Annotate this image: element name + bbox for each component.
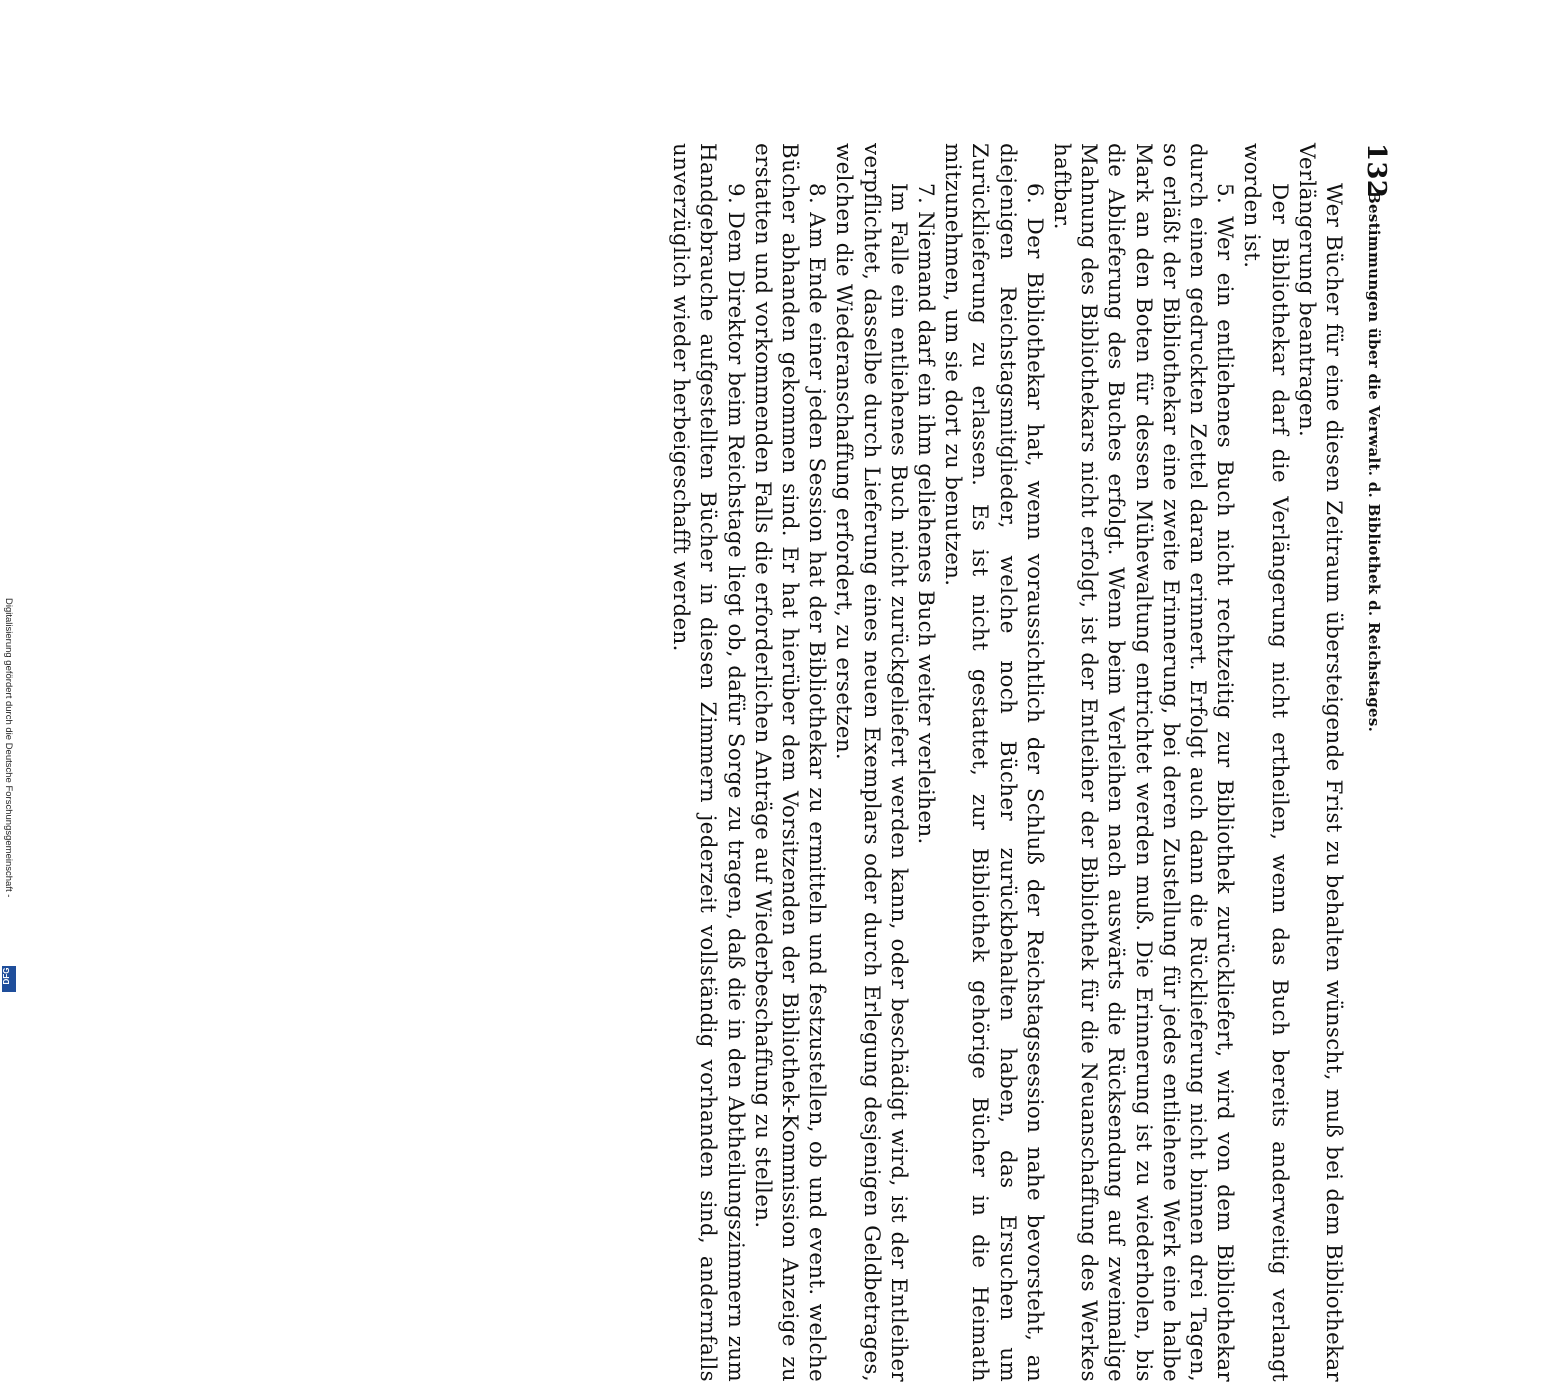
page-content bbox=[668, 143, 1391, 1382]
page-number: 132 bbox=[1361, 143, 1391, 199]
rotated-page bbox=[668, 143, 1391, 1382]
digitization-note: Digitalisierung gefördert durch die Deutsche Forschungsgemeinschaft - bbox=[3, 598, 14, 898]
paragraph: 9. Dem Direktor beim Reichstage liegt ob, dafür Sorge zu tragen, daß die in den Abtheilungszimmern zum Handgebrauche aufgestellten Bücher in diesen Zimmern jederzeit vollständig vorhanden sind, andernfalls unverzüglich wieder herbeigeschafft werden. bbox=[668, 143, 748, 1382]
paragraph: Wer Bücher für eine diesen Zeitraum übersteigende Frist zu behalten wünscht, muß bei dem Bibliothekar Verlängerung beantragen. bbox=[1293, 143, 1346, 1382]
paragraph: Im Falle ein entliehenes Buch nicht zurückgeliefert werden kann, oder beschädigt wird, ist der Entleiher verpflichtet, dasselbe durch Lieferung eines neuen Exemplars oder durch Erlegung desjenigen Geldbetrages, welchen die Wiederanschaffung erfordert, zu ersetzen. bbox=[831, 143, 911, 1382]
paragraph: 5. Wer ein entliehenes Buch nicht rechtzeitig zur Bibliothek zurückliefert, wird von dem Bibliothekar durch einen gedruckten Zettel daran erinnert. Erfolgt auch dann die Rücklieferung nicht binnen drei Tagen, so erläßt der Bibliothekar eine zweite Erinnerung, bei deren Zustellung für jedes entliehene Werk eine halbe Mark an den Boten für dessen Mühewaltung entrichtet werden muß. Die Erinnerung ist zu wiederholen, bis die Ablieferung des Buches erfolgt. Wenn beim Verleihen nach auswärts die Rücksendung auf zweimalige Mahnung des Bibliothekars nicht erfolgt, ist der Entleiher der Bibliothek für die Neuanschaffung des Werkes haftbar. bbox=[1048, 143, 1238, 1382]
dfg-logo bbox=[2, 966, 16, 992]
running-head-title: Bestimmungen über die Verwalt. d. Bibliothek d. Reichstages. bbox=[1365, 191, 1383, 733]
dfg-logo-mark bbox=[2, 966, 16, 992]
body-text bbox=[668, 143, 1347, 1382]
paragraph: 7. Niemand darf ein ihm geliehenes Buch weiter verleihen. bbox=[912, 183, 938, 845]
svg-text:DFG: DFG bbox=[2, 967, 11, 985]
paragraph: Der Bibliothekar darf die Verlängerung nicht ertheilen, wenn das Buch bereits anderweitig verlangt worden ist. bbox=[1239, 143, 1292, 1382]
paragraph: 8. Am Ende einer jeden Session hat der Bibliothekar zu ermitteln und festzustellen, ob und event. welche Bücher abhanden gekommen sind. Er hat hierüber dem Vorsitzenden der Bibliothek-Kommission Anzeige zu erstatten und vorkommenden Falls die erforderlichen Anträge auf Wiederbeschaffung zu stellen. bbox=[749, 143, 830, 1382]
paragraph: 6. Der Bibliothekar hat, wenn voraussichtlich der Schluß der Reichstagssession nahe bevorsteht, an diejenigen Reichstagsmitglieder, welche noch Bücher zurückbehalten haben, das Ersuchen um Zurücklieferung zu erlassen. Es ist nicht gestattet, zur Bibliothek gehörige Bücher in die Heimath mitzunehmen, um sie dort zu benutzen. bbox=[940, 143, 1047, 1382]
running-head bbox=[1359, 143, 1389, 1382]
